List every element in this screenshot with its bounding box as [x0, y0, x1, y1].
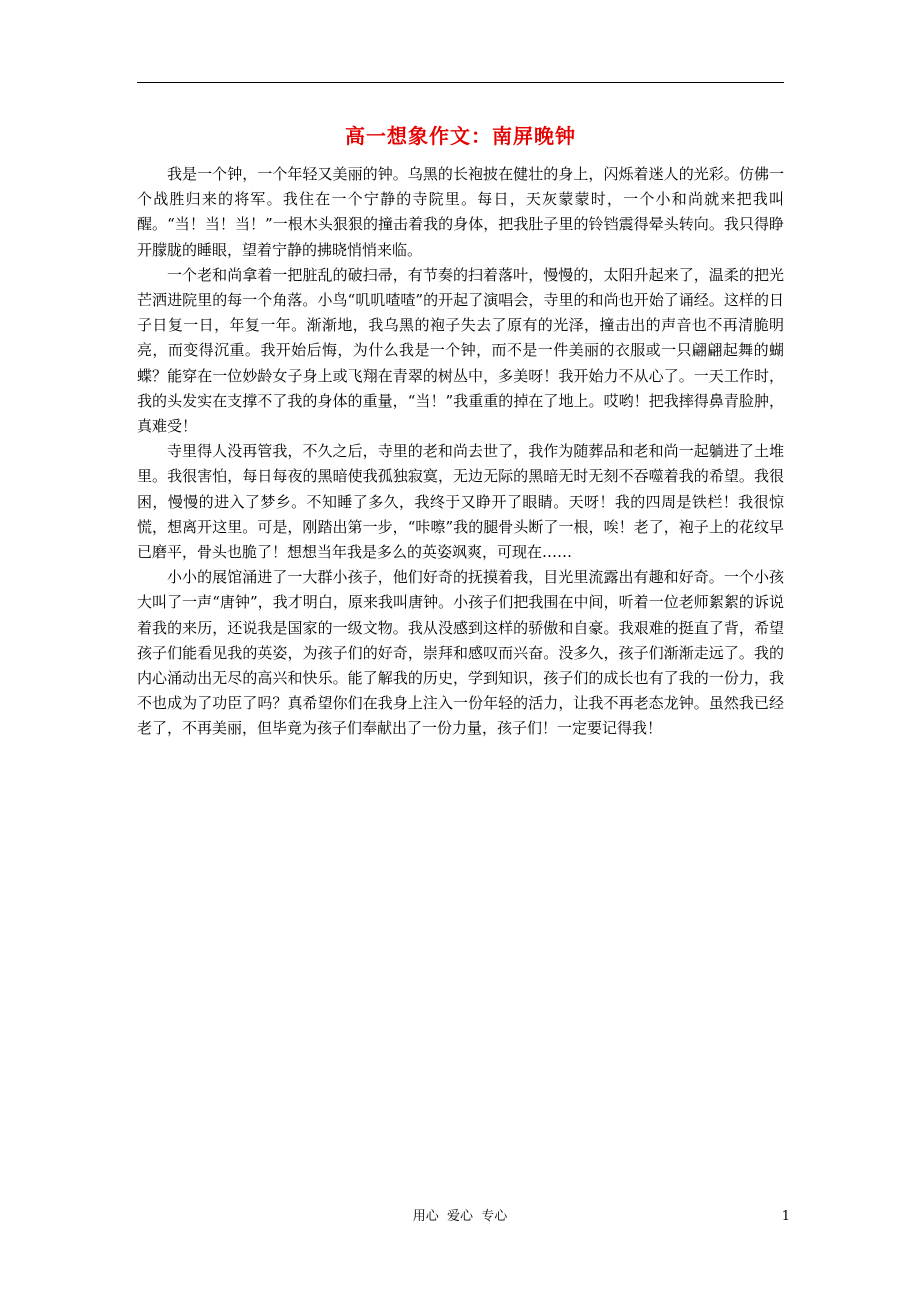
document-body	[137, 162, 784, 742]
header-rule	[137, 82, 784, 83]
page-number: 1	[781, 1209, 790, 1224]
document-title: 高一想象作文：南屏晚钟	[345, 124, 576, 148]
footer-motto: 用心 爱心 专心	[412, 1209, 508, 1224]
paragraph-3: 寺里得人没再管我，不久之后，寺里的老和尚去世了，我作为随葬品和老和尚一起躺进了土堆里。我很害怕，每日每夜的黑暗使我孤独寂寞，无边无际的黑暗无时无刻不吞噬着我的希望。我很困，慢慢的进入了梦乡。不知睡了多久，我终于又睁开了眼睛。天呀！我的四周是铁栏！我很惊慌，想离开这里。可是，刚踏出第一步，“咔嚓”我的腿骨头断了一根，唉！老了，袍子上的花纹早已磨平，骨头也脆了！想想当年我是多么的英姿飒爽，可现在……	[137, 442, 784, 562]
paragraph-4: 小小的展馆涌进了一大群小孩子，他们好奇的抚摸着我，目光里流露出有趣和好奇。一个小孩大叫了一声“唐钟”，我才明白，原来我叫唐钟。小孩子们把我围在中间，听着一位老师絮絮的诉说着我的来历，还说我是国家的一级文物。我从没感到这样的骄傲和自豪。我艰难的挺直了背，希望孩子们能看见我的英姿，为孩子们的好奇，崇拜和感叹而兴奋。没多久，孩子们渐渐走远了。我的内心涌动出无尽的高兴和快乐。能了解我的历史，学到知识，孩子们的成长也有了我的一份力，我不也成为了功臣了吗？真希望你们在我身上注入一份年轻的活力，让我不再老态龙钟。虽然我已经老了，不再美丽，但毕竟为孩子们奉献出了一份力量，孩子们！一定要记得我！	[137, 568, 784, 738]
paragraph-2: 一个老和尚拿着一把脏乱的破扫帚，有节奏的扫着落叶，慢慢的，太阳升起来了，温柔的把光芒洒进院里的每一个角落。小鸟“叽叽喳喳”的开起了演唱会，寺里的和尚也开始了诵经。这样的日子日复一日，年复一年。渐渐地，我乌黑的袍子失去了原有的光泽，撞击出的声音也不再清脆明亮，而变得沉重。我开始后悔，为什么我是一个钟，而不是一件美丽的衣服或一只翩翩起舞的蝴蝶？能穿在一位妙龄女子身上或飞翔在青翠的树丛中，多美呀！我开始力不从心了。一天工作时，我的头发实在支撑不了我的身体的重量，“当！”我重重的掉在了地上。哎哟！把我摔得鼻青脸肿，真难受！	[137, 265, 784, 436]
paragraph-1: 我是一个钟，一个年轻又美丽的钟。乌黑的长袍披在健壮的身上，闪烁着迷人的光彩。仿佛一个战胜归来的将军。我住在一个宁静的寺院里。每日，天灰蒙蒙时，一个小和尚就来把我叫醒。“当！当！当！”一根木头狠狠的撞击着我的身体，把我肚子里的铃铛震得晕头转向。我只得睁开朦胧的睡眼，望着宁静的拂晓悄悄来临。	[137, 165, 784, 259]
